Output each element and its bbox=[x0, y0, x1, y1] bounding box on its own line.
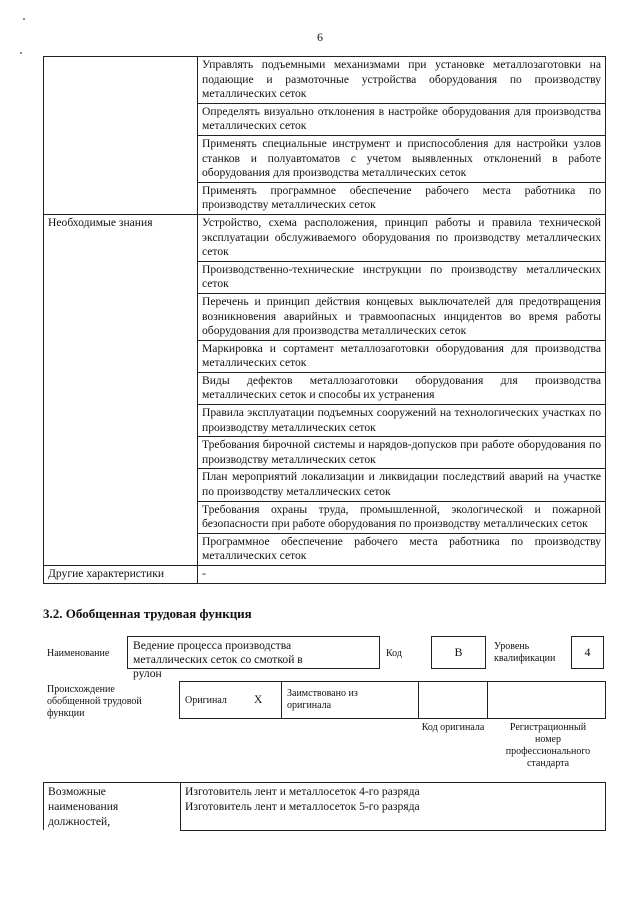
name-label: Наименование bbox=[47, 648, 110, 659]
reg-number-label: Регистрационный номер профессионального стандарта bbox=[505, 722, 591, 769]
origin-divider bbox=[418, 681, 419, 719]
occupations-list bbox=[181, 783, 606, 831]
scan-speck bbox=[23, 18, 25, 20]
name-value: Ведение процесса производства металлических сеток со смоткой в рулон bbox=[133, 639, 303, 680]
row-text: Устройство, схема расположения, принцип работы и правила технической эксплуатации обслуживаемого оборудования по производству металлических сеток bbox=[198, 214, 606, 261]
row-text: Виды дефектов металлозаготовки оборудования для производства металлических сеток и способы их устранения bbox=[198, 372, 606, 404]
table-row bbox=[44, 214, 606, 261]
page-number: 6 bbox=[317, 30, 323, 44]
occupations-table bbox=[43, 782, 606, 831]
origin-divider bbox=[281, 681, 282, 719]
row-text: Требования бирочной системы и нарядов-допусков при работе оборудования по производству металлических сеток bbox=[198, 437, 606, 469]
skills-knowledge-table bbox=[43, 56, 606, 584]
row-text: Применять программное обеспечение рабочего места работника по производству металлических сеток bbox=[198, 182, 606, 214]
borrowed-label: Заимствовано из оригинала bbox=[287, 688, 358, 711]
code-value: B bbox=[454, 645, 463, 659]
row-text: Программное обеспечение рабочего места работника по производству металлических сеток bbox=[198, 533, 606, 565]
code-original-label: Код оригинала bbox=[421, 722, 485, 733]
row-text: Маркировка и сортамент металлозаготовки оборудования для производства металлических сеток bbox=[198, 340, 606, 372]
origin-divider bbox=[487, 681, 488, 719]
row-text: Правила эксплуатации подъемных сооружений на технологических участках по производству металлических сеток bbox=[198, 405, 606, 437]
level-value-box bbox=[571, 636, 604, 669]
level-value: 4 bbox=[584, 645, 591, 659]
row-category-label: Другие характеристики bbox=[44, 566, 198, 584]
table-row bbox=[44, 566, 606, 584]
row-text: Определять визуально отклонения в настройке оборудования для производства металлических сеток bbox=[198, 103, 606, 135]
original-label: Оригинал bbox=[185, 695, 227, 706]
origin-label: Происхождение обобщенной трудовой функции bbox=[47, 684, 142, 719]
occupation-item: Изготовитель лент и металлосеток 5-го разряда bbox=[185, 800, 420, 813]
row-text: Перечень и принцип действия концевых выключателей для предотвращения возникновения аварийных и травмоопасных инцидентов во время работы оборудования для производства металлических сеток bbox=[198, 293, 606, 340]
section-title: 3.2. Обобщенная трудовая функция bbox=[43, 606, 252, 621]
row-text: Применять специальные инструмент и приспособления для настройки узлов станков и полуавтоматов с учетом выявленных отклонений в работе оборудования для производства металлических сеток bbox=[198, 135, 606, 182]
row-text: Управлять подъемными механизмами при установке металлозаготовки на подающие и размоточные устройства оборудования по производству металлических сеток bbox=[198, 57, 606, 104]
row-text: Требования охраны труда, промышленной, экологической и пожарной безопасности при работе оборудования по производству металлических сеток bbox=[198, 501, 606, 533]
table-row bbox=[44, 57, 606, 104]
row-text: - bbox=[198, 566, 606, 584]
row-text: Производственно-технические инструкции по производству металлических сеток bbox=[198, 261, 606, 293]
code-label: Код bbox=[386, 648, 402, 659]
scan-speck bbox=[20, 52, 22, 54]
level-label: Уровень квалификации bbox=[494, 641, 556, 664]
row-category-label bbox=[44, 57, 198, 215]
row-category-label: Необходимые знания bbox=[44, 214, 198, 565]
occupations-label: Возможные наименования должностей, bbox=[44, 783, 181, 831]
code-value-box bbox=[431, 636, 486, 669]
name-value-box bbox=[127, 636, 380, 680]
occupation-item: Изготовитель лент и металлосеток 4-го разряда bbox=[185, 785, 420, 798]
row-text: План мероприятий локализации и ликвидации последствий аварий на участке по производству металлических сеток bbox=[198, 469, 606, 501]
original-mark: X bbox=[254, 694, 263, 706]
